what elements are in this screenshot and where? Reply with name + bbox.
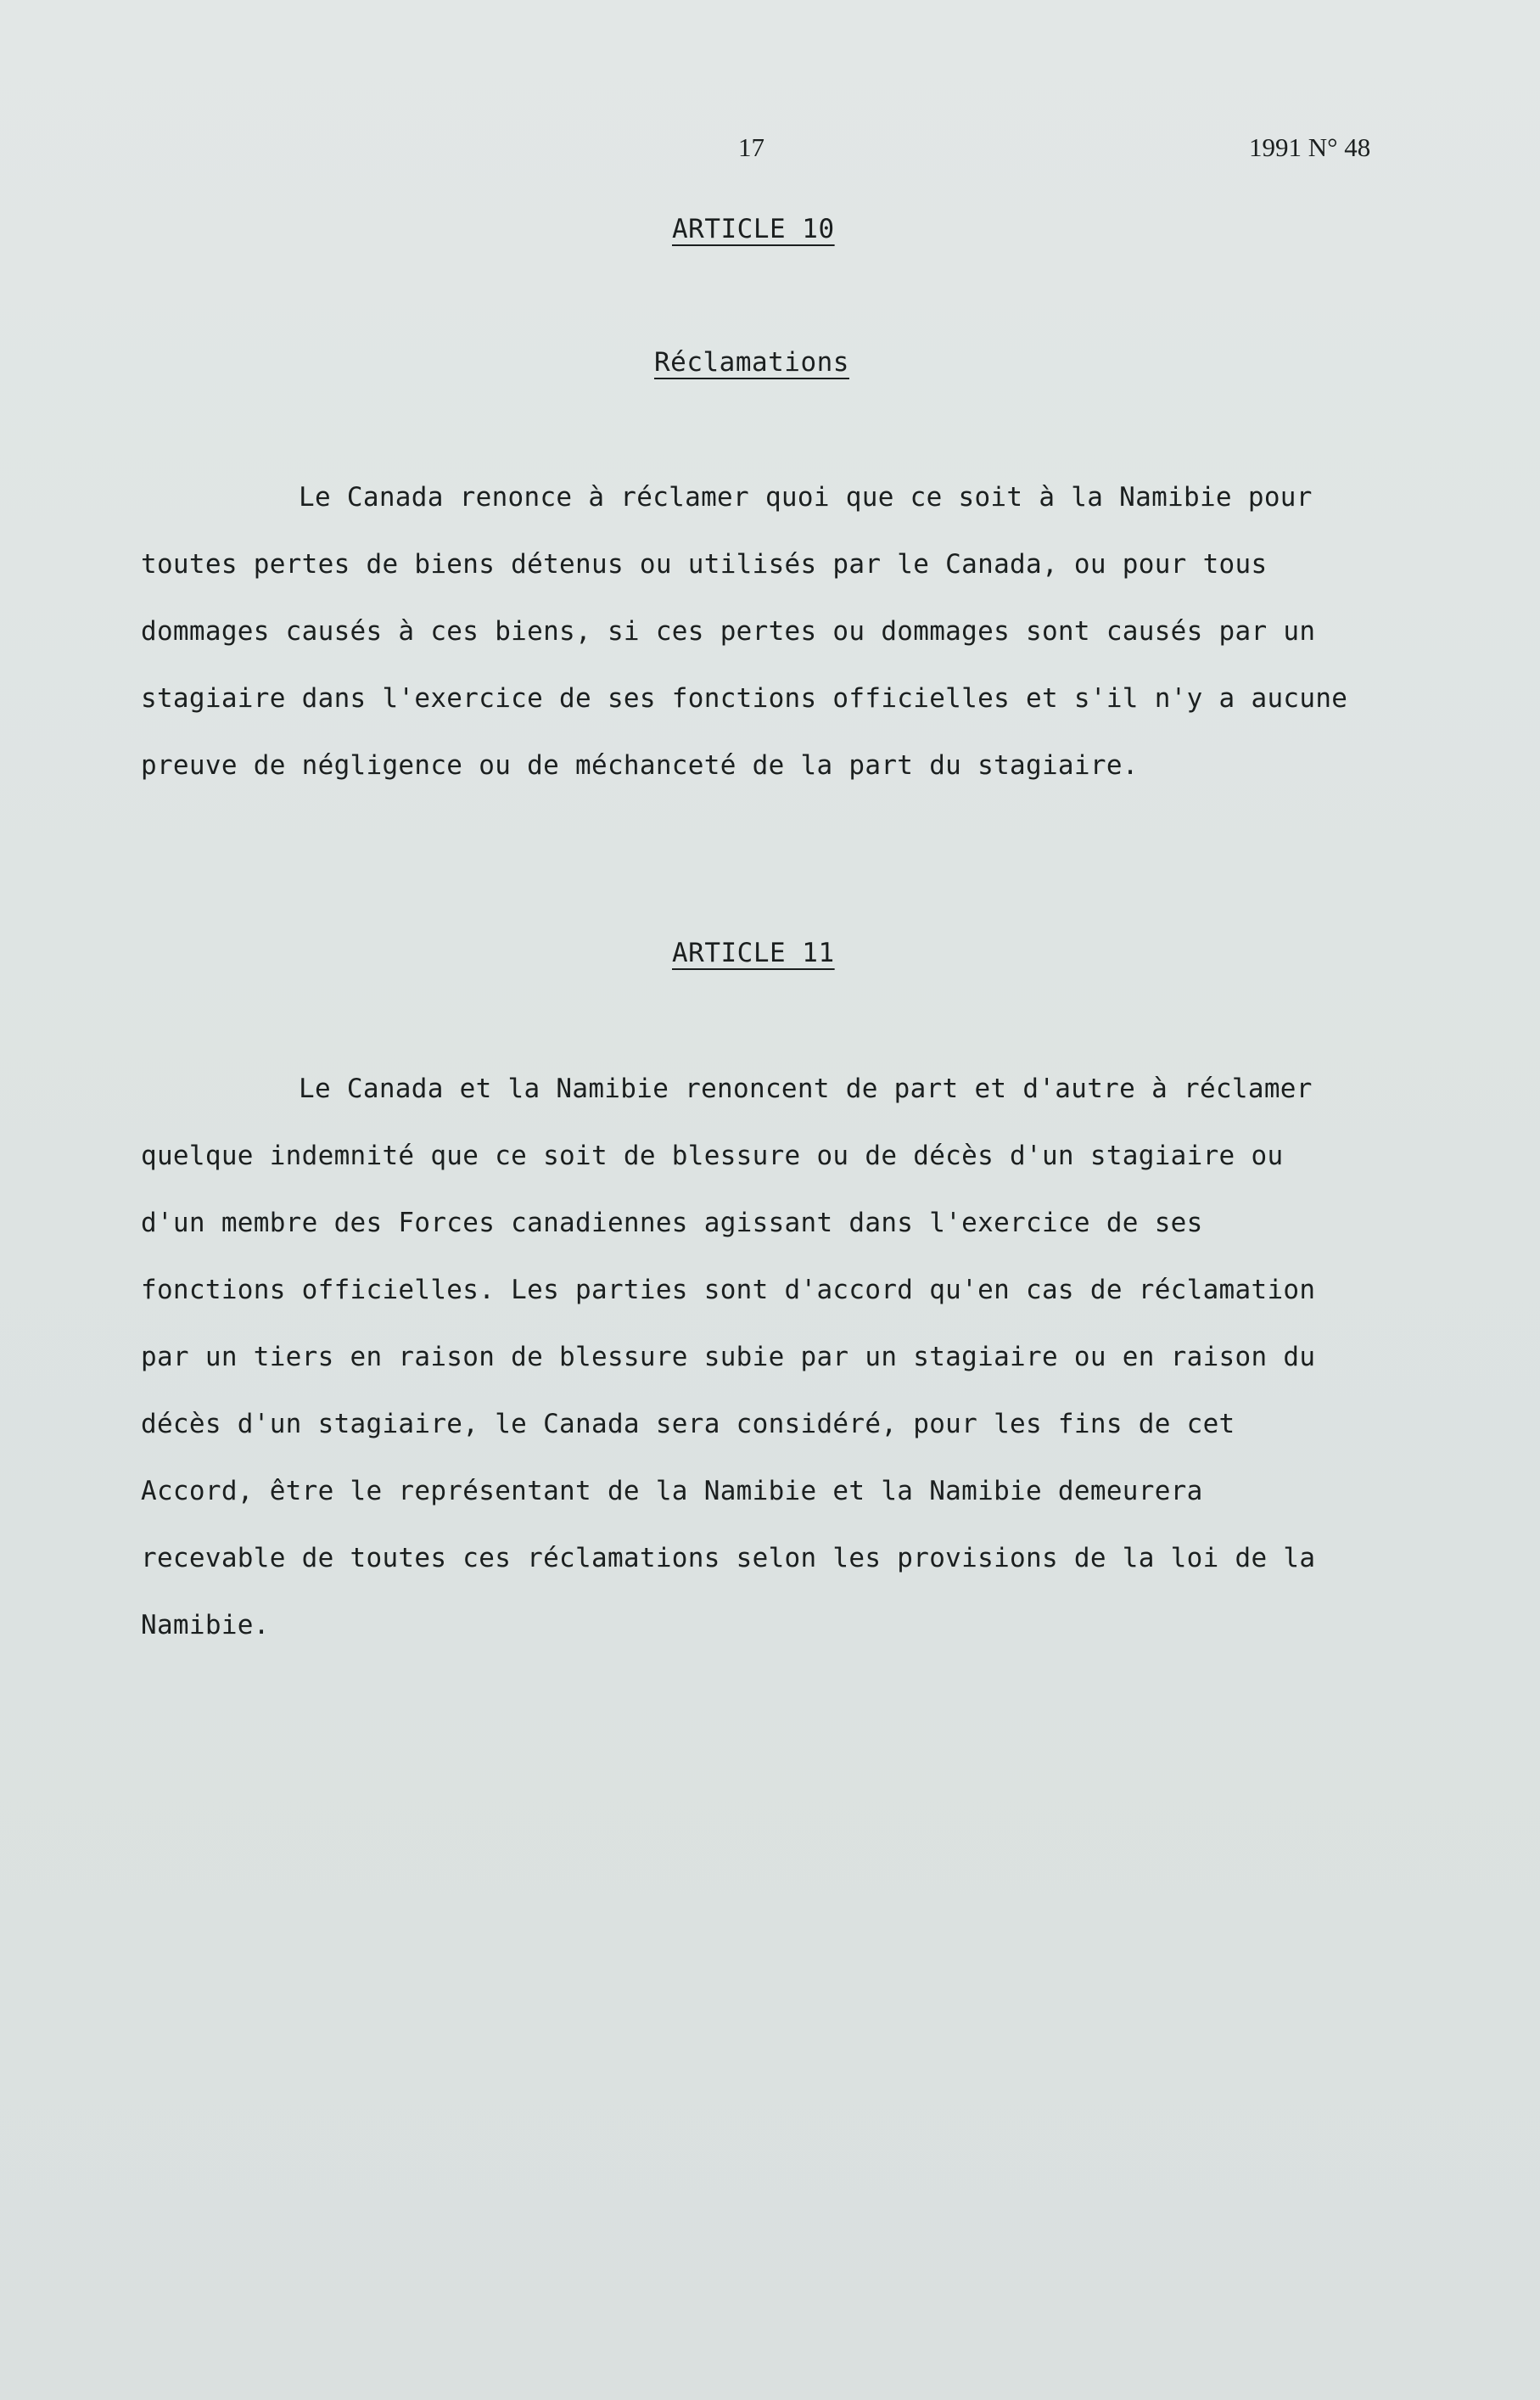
paragraph-line: Le Canada et la Namibie renoncent de part et d'autre à réclamer [299,1074,1313,1104]
article-10-heading: ARTICLE 10 [672,214,835,244]
paragraph-line: d'un membre des Forces canadiennes agissant dans l'exercice de ses [141,1208,1203,1238]
article-11-paragraph [141,1056,1388,1659]
paragraph-line: Accord, être le représentant de la Namibie et la Namibie demeurera [141,1476,1203,1506]
article-11-heading: ARTICLE 11 [672,938,835,968]
article-10-subheading: Réclamations [654,347,849,378]
paragraph-line: fonctions officielles. Les parties sont d'accord qu'en cas de réclamation [141,1275,1316,1305]
paragraph-line: stagiaire dans l'exercice de ses fonctions officielles et s'il n'y a aucune [141,683,1348,714]
paragraph-line: Namibie. [141,1610,270,1640]
paragraph-line: preuve de négligence ou de méchanceté de la part du stagiaire. [141,750,1139,781]
paragraph-line: quelque indemnité que ce soit de blessure ou de décès d'un stagiaire ou [141,1141,1284,1171]
paragraph-line: dommages causés à ces biens, si ces pertes ou dommages sont causés par un [141,616,1316,647]
paragraph-line: décès d'un stagiaire, le Canada sera considéré, pour les fins de cet [141,1409,1235,1439]
page-number: 17 [738,132,764,162]
document-reference: 1991 N° 48 [1249,132,1371,162]
paragraph-line: par un tiers en raison de blessure subie par un stagiaire ou en raison du [141,1342,1316,1372]
paragraph-line: toutes pertes de biens détenus ou utilisés par le Canada, ou pour tous [141,549,1268,580]
paragraph-line: Le Canada renonce à réclamer quoi que ce soit à la Namibie pour [299,482,1313,513]
paragraph-line: recevable de toutes ces réclamations selon les provisions de la loi de la [141,1543,1316,1573]
article-10-paragraph [141,464,1388,799]
